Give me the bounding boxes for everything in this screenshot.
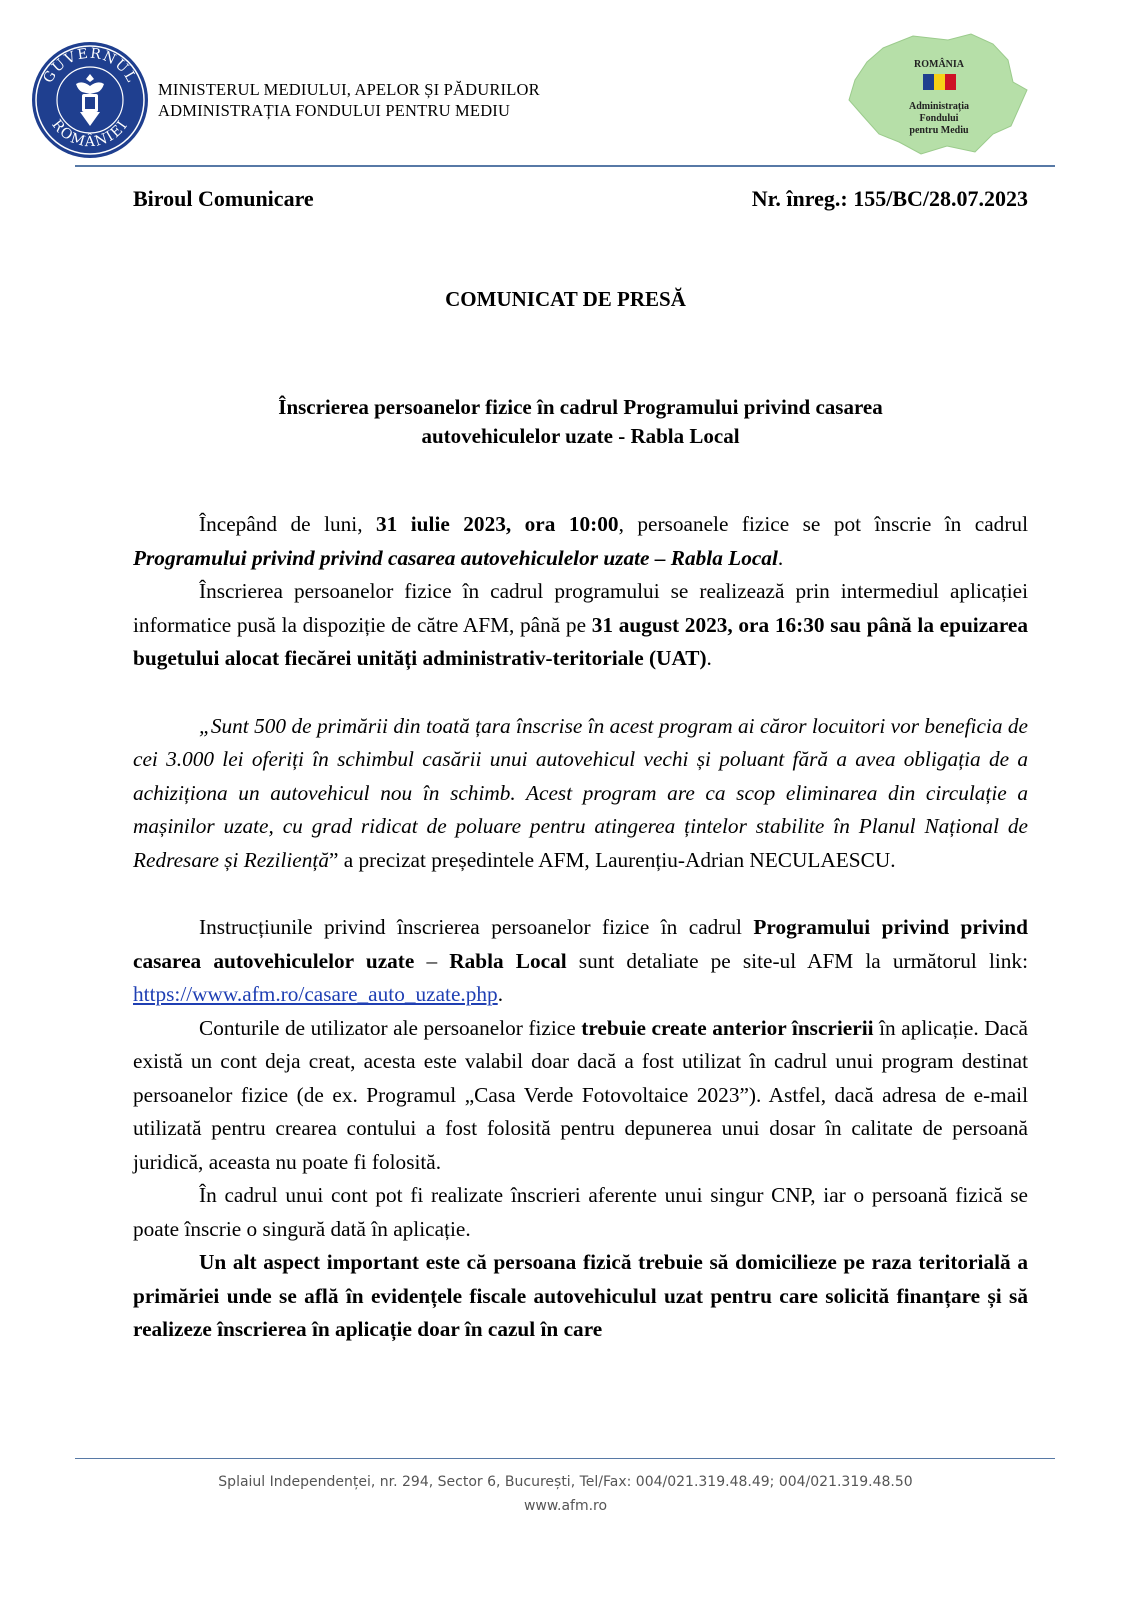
agency-name: ADMINISTRAȚIA FONDULUI PENTRU MEDIU [158,101,511,120]
afm-program-link[interactable]: https://www.afm.ro/casare_auto_uzate.php [133,982,498,1006]
deadline: 31 august 2023, ora 16:30 sau până la epuizarea bugetului alocat fiecărei unități administrativ-teritoriale (UAT) [133,612,1028,670]
press-headline [133,393,1028,451]
headline-line-2: autovehiculelor uzate - Rabla Local [421,424,740,448]
ministry-name: MINISTERUL MEDIULUI, APELOR ȘI PĂDURILOR [158,80,540,99]
paragraph-cnp: În cadrul unui cont pot fi realizate înscrieri aferente unui singur CNP, iar o persoană fizică se poate înscrie o singură dată în aplicație. [133,1183,1028,1241]
government-seal-logo [30,40,150,160]
paragraph-accounts: Conturile de utilizator ale persoanelor fizice trebuie create anterior înscrierii în aplicație. Dacă există un cont deja creat, acesta este valabil doar dacă a fost utilizat în cadrul unui program destinat persoanelor fizice (de ex. Programul „Casa Verde Fotovoltaice 2023”). Astfel, dacă adresa de e-mail utilizată pentru crearea contului a fost folosită pentru depunerea unui dosar în calitate de persoană juridică, aceasta nu poate fi folosită. [133,1015,1028,1174]
document-title: COMUNICAT DE PRESĂ [445,287,686,311]
paragraph-quote: „Sunt 500 de primării din toată țara înscrise în acest program ai căror locuitori vor beneficia de cei 3.000 lei oferiți în schimbul casării unui autovehicul vechi și poluant fără a avea obligația de a achiziționa un autovehicul nou în schimb. Acest program are ca scop eliminarea din circulație a mașinilor uzate, cu grad ridicat de poluare pentru atingerea țintelor stabilite în Planul Național de Redresare și Reziliență” a precizat președintele AFM, Laurențiu-Adrian NECULAESCU. [133,713,1028,872]
paragraph-instructions: Instrucțiunile privind înscrierea persoanelor fizice în cadrul Programului privind privind casarea autovehiculelor uzate – Rabla Local sunt detaliate pe site-ul AFM la următorul link: https://www.afm.ro/casare_auto_uzate.php. [133,915,1029,1006]
svg-text:ROMÂNIEI: ROMÂNIEI [48,116,132,151]
headline-line-1: Înscrierea persoanelor fizice în cadrul Programului privind casarea [278,395,883,419]
paragraph-start-date: Începând de luni, 31 iulie 2023, ora 10:00, persoanele fizice se pot înscrie în cadrul Programului privind privind casarea autovehiculelor uzate – Rabla Local. [133,512,1028,570]
svg-text:Administrația: Administrația [909,101,969,112]
start-date: 31 iulie 2023, ora 10:00 [376,512,619,536]
svg-text:ROMÂNIA: ROMÂNIA [914,59,964,70]
paragraph-residence: Un alt aspect important este că persoana fizică trebuie să domicilieze pe raza teritorială a primăriei unde se află în evidențele fiscale autovehiculul uzat pentru care solicită finanțare și să realizeze înscrierea în aplicație doar în cazul în care [133,1250,1028,1341]
svg-text:Fondului: Fondului [919,113,959,124]
footer-address: Splaiul Independenței, nr. 294, Sector 6, București, Tel/Fax: 004/021.319.48.49; 004/021.319.48.50 [218,1474,913,1490]
president-quote: „Sunt 500 de primării din toată țara înscrise în acest program ai căror locuitori vor beneficia de cei 3.000 lei oferiți în schimbul casării unui autovehicul vechi și poluant fără a avea obligația de a achiziționa un autovehicul nou în schimb. Acest program are ca scop eliminarea din circulație a mașinilor uzate, cu grad ridicat de poluare pentru atingerea țintelor stabilite în Planul Național de Redresare și Reziliență [133,713,1028,872]
svg-text:GUVERNUL: GUVERNUL [40,45,140,86]
program-name: Programului privind privind casarea autovehiculelor uzate – Rabla Local [133,545,778,570]
footer-website: www.afm.ro [523,1498,608,1514]
paragraph-deadline: Înscrierea persoanelor fizice în cadrul programului se realizează prin intermediul aplicației informatice pusă la dispoziție de către AFM, până pe 31 august 2023, ora 16:30 sau până la epuizarea bugetului alocat fiecărei unități administrativ-teritoriale (UAT). [133,579,1028,670]
registration-number: Nr. înreg.: 155/BC/28.07.2023 [751,186,1028,211]
footer-divider [75,1458,1055,1459]
press-release-body [133,508,1028,1347]
header-divider [75,165,1055,167]
afm-romania-map-logo [843,30,1033,160]
svg-text:pentru Mediu: pentru Mediu [909,125,969,136]
department-label: Biroul Comunicare [133,186,314,211]
